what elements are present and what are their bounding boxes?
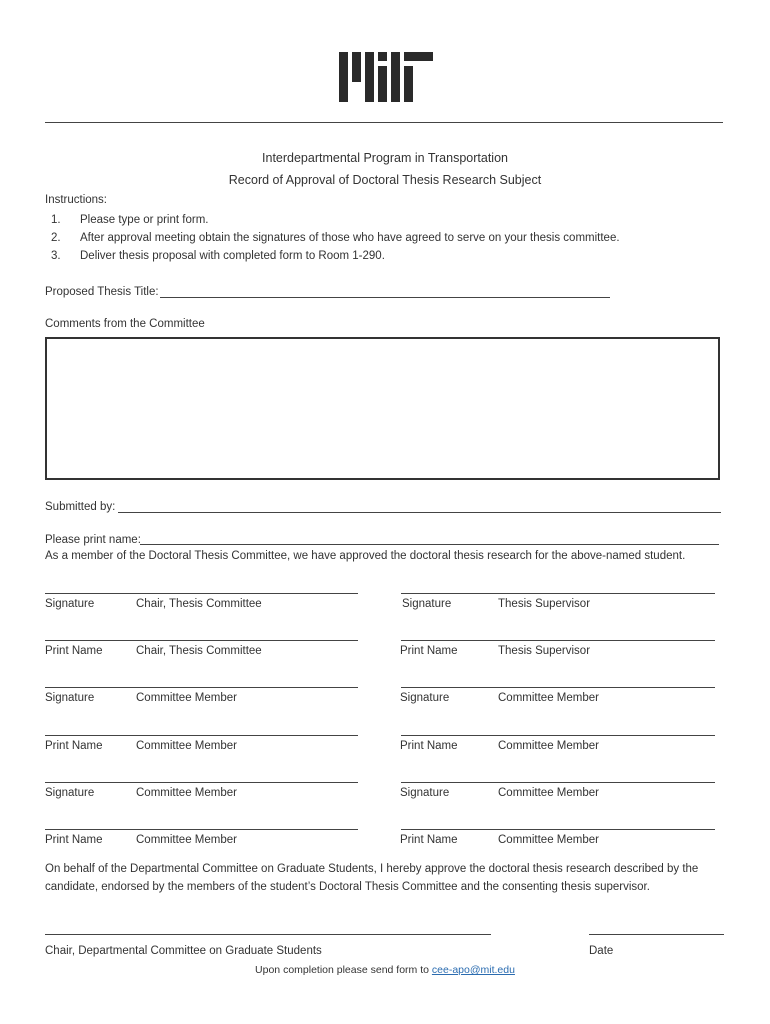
signature-line[interactable] <box>45 687 358 688</box>
chair-label: Chair, Departmental Committee on Graduate Students <box>45 945 322 957</box>
signature-role: Committee Member <box>136 692 237 704</box>
print-name-label: Please print name: <box>45 534 141 546</box>
signature-role: Committee Member <box>136 740 237 752</box>
signature-label: Signature <box>45 598 95 610</box>
signature-role: Chair, Thesis Committee <box>136 645 262 657</box>
signature-line[interactable] <box>401 640 715 641</box>
instruction-item <box>51 213 208 227</box>
instruction-text: After approval meeting obtain the signatures of those who have agreed to serve on your thesis committee. <box>80 232 620 244</box>
signature-label: Signature <box>400 692 450 704</box>
thesis-title-label: Proposed Thesis Title: <box>45 286 159 298</box>
program-title: Interdepartmental Program in Transportation <box>262 151 508 165</box>
signature-label: Print Name <box>400 645 458 657</box>
instruction-number: 1. <box>51 214 61 226</box>
signature-label: Signature <box>400 787 450 799</box>
date-line[interactable] <box>589 934 724 935</box>
signature-line[interactable] <box>45 735 358 736</box>
instruction-item <box>51 231 620 245</box>
final-approval-text: candidate, endorsed by the members of the student’s Doctoral Thesis Committee and the consenting thesis supervisor. <box>45 881 650 893</box>
instruction-number: 2. <box>51 232 61 244</box>
signature-label: Print Name <box>400 834 458 846</box>
header-divider <box>45 122 723 123</box>
instruction-text: Please type or print form. <box>80 214 209 226</box>
signature-role: Thesis Supervisor <box>498 645 591 657</box>
footer-text: Upon completion please send form to <box>255 964 432 976</box>
chair-signature-line[interactable] <box>45 934 491 935</box>
signature-line[interactable] <box>401 782 715 783</box>
signature-line[interactable] <box>401 593 715 594</box>
signature-line[interactable] <box>401 735 715 736</box>
instruction-item <box>51 249 385 263</box>
signature-label: Print Name <box>400 740 458 752</box>
date-label: Date <box>589 945 614 957</box>
signature-label: Print Name <box>45 740 103 752</box>
final-approval-text: On behalf of the Departmental Committee on Graduate Students, I hereby approve the doctoral thesis research described by the <box>45 863 699 875</box>
submitted-by-field[interactable] <box>118 512 721 513</box>
signature-label: Signature <box>402 598 452 610</box>
signature-role: Committee Member <box>498 787 599 799</box>
comments-label: Comments from the Committee <box>45 318 205 330</box>
print-name-field[interactable] <box>140 544 719 545</box>
instruction-text: Deliver thesis proposal with completed form to Room 1-290. <box>80 250 385 262</box>
footer-email-link[interactable]: cee-apo@mit.edu <box>431 964 515 976</box>
signature-line[interactable] <box>401 829 715 830</box>
signature-role: Committee Member <box>498 834 599 846</box>
mit-logo <box>339 52 433 102</box>
comments-box[interactable] <box>45 337 720 480</box>
signature-line[interactable] <box>45 593 358 594</box>
thesis-title-field[interactable] <box>160 297 610 298</box>
signature-label: Print Name <box>45 645 103 657</box>
instruction-number: 3. <box>51 250 61 262</box>
signature-line[interactable] <box>45 829 358 830</box>
instructions-heading: Instructions: <box>45 194 107 206</box>
footer-note <box>0 964 770 977</box>
signature-line[interactable] <box>401 687 715 688</box>
signature-label: Signature <box>45 692 95 704</box>
signature-role: Committee Member <box>498 740 599 752</box>
signature-role: Committee Member <box>136 834 237 846</box>
signature-role: Chair, Thesis Committee <box>136 598 262 610</box>
signature-role: Committee Member <box>498 692 599 704</box>
signature-line[interactable] <box>45 640 358 641</box>
submitted-by-label: Submitted by: <box>45 501 116 513</box>
form-title: Record of Approval of Doctoral Thesis Research Subject <box>228 173 542 187</box>
signature-role: Thesis Supervisor <box>498 598 591 610</box>
signature-line[interactable] <box>45 782 358 783</box>
signature-label: Print Name <box>45 834 103 846</box>
signature-label: Signature <box>45 787 95 799</box>
signature-role: Committee Member <box>136 787 237 799</box>
approval-statement: As a member of the Doctoral Thesis Committee, we have approved the doctoral thesis research for the above-named student. <box>45 550 686 562</box>
